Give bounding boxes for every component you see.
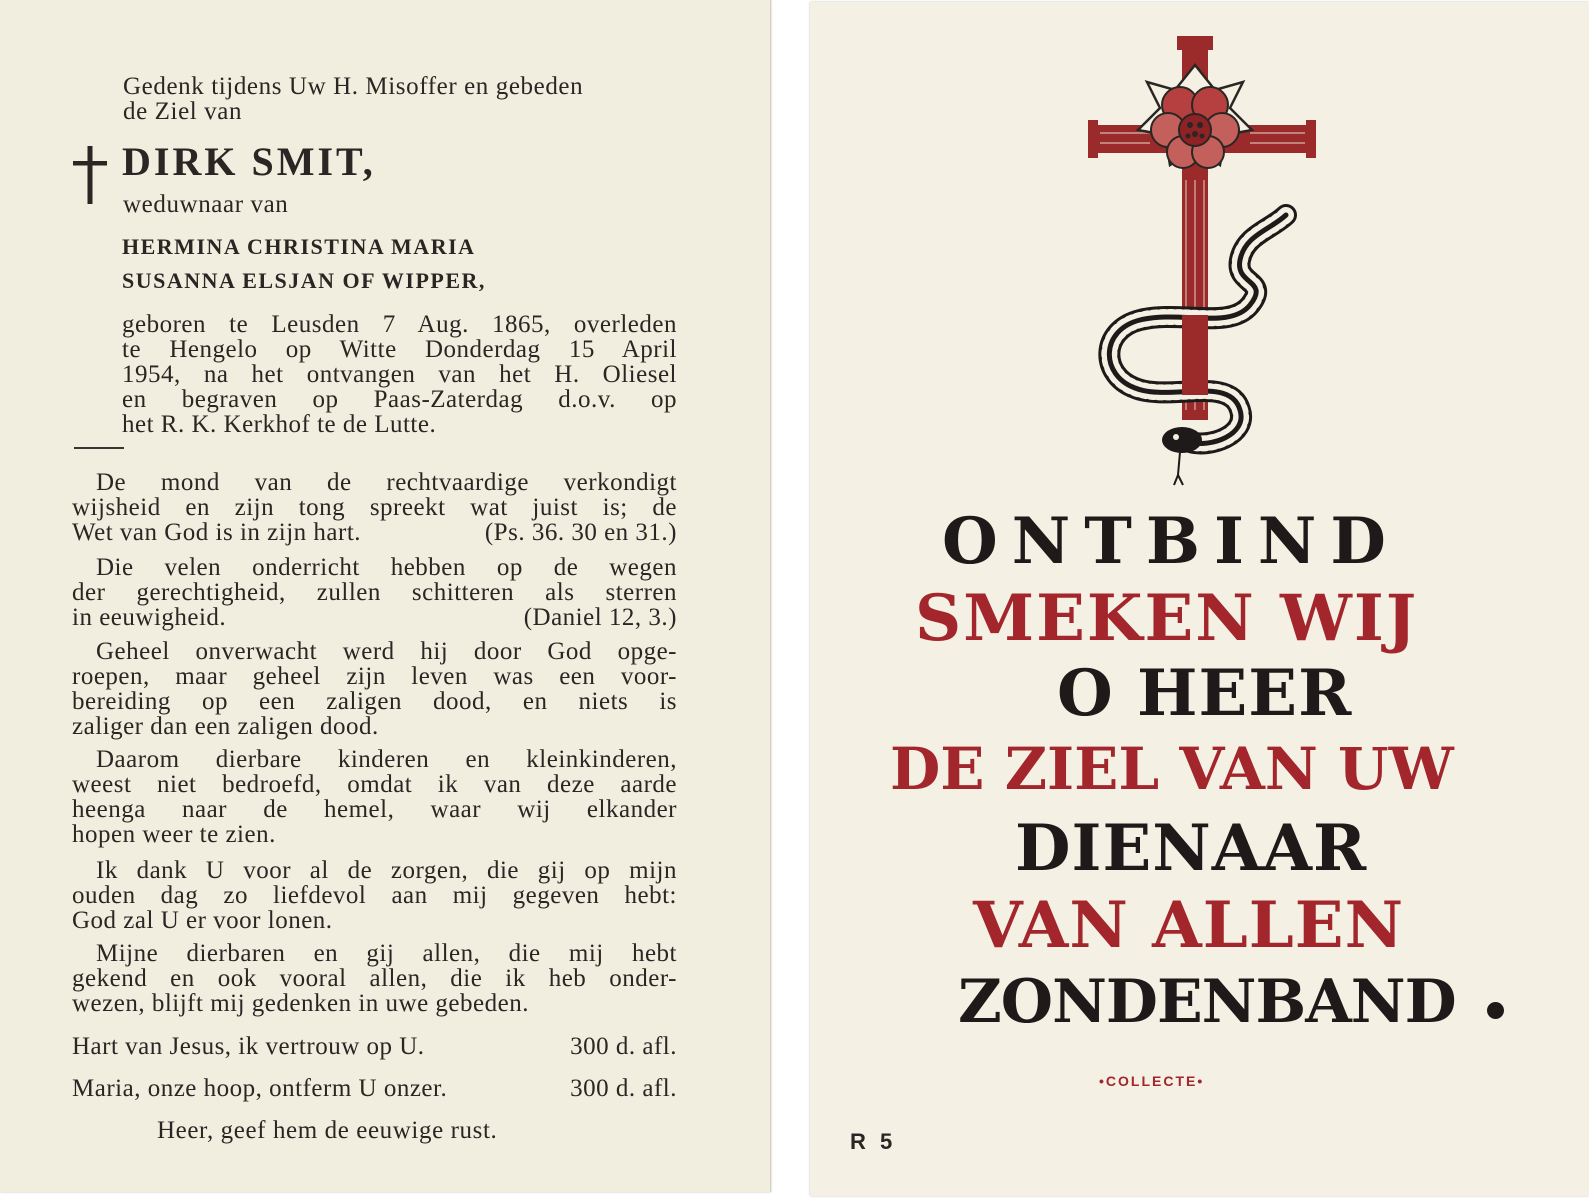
divider — [74, 447, 124, 449]
paragraph-4 — [72, 747, 677, 847]
motto-line-2: SMEKEN WIJ — [915, 581, 1419, 656]
paragraph-6 — [72, 941, 677, 1016]
paragraph-5 — [72, 858, 677, 933]
biography-line: te Hengelo op Witte Donderdag 15 April — [122, 336, 677, 363]
paragraph-line: in eeuwigheid. — [72, 604, 227, 631]
collection-label: •COLLECTE• — [1099, 1073, 1205, 1089]
paragraph-3 — [72, 639, 677, 739]
scripture-paragraph-2 — [72, 555, 677, 605]
indulgence-note: 300 d. afl. — [570, 1075, 677, 1102]
paragraph-line: Wet van God is in zijn hart. — [72, 519, 362, 546]
motto-line-5: DIENAAR — [1015, 811, 1368, 886]
scripture-paragraph-2-last-line — [72, 605, 677, 630]
paragraph-line: wezen, blijft mij gedenken in uwe gebeden. — [72, 990, 529, 1017]
card-code: R 5 — [850, 1129, 897, 1154]
scripture-reference: (Daniel 12, 3.) — [523, 604, 677, 631]
biography-line: het R. K. Kerkhof te de Lutte. — [122, 411, 437, 438]
paragraph-line: heenga naar de hemel, waar wij elkander — [72, 796, 677, 823]
paragraph-line: bereiding op een zaligen dood, en niets is — [72, 688, 677, 715]
biography-line: geboren te Leusden 7 Aug. 1865, overleden — [122, 311, 677, 338]
motto-line-3: O HEER — [1057, 656, 1353, 731]
paragraph-line: zaliger dan een zaligen dood. — [72, 713, 379, 740]
paragraph-line: ouden dag zo liefdevol aan mij gegeven hebt: — [72, 882, 677, 909]
paragraph-line: Daarom dierbare kinderen en kleinkinderen, — [96, 746, 677, 773]
prayer-text: Maria, onze hoop, ontferm U onzer. — [72, 1075, 448, 1102]
latin-cross-icon — [72, 146, 108, 204]
paragraph-line: der gerechtigheid, zullen schitteren als sterren — [72, 579, 677, 606]
scripture-paragraph-1-last-line — [72, 520, 677, 545]
prayer-text: Hart van Jesus, ik vertrouw op U. — [72, 1033, 425, 1060]
paragraph-line: hopen weer te zien. — [72, 821, 276, 848]
paragraph-line: gekend en ook vooral allen, die ik heb onder- — [72, 965, 677, 992]
spouse-name-line-1: HERMINA CHRISTINA MARIA — [122, 234, 476, 259]
memorial-card-image-side — [810, 2, 1589, 1196]
paragraph-line: roepen, maar geheel zijn leven was een voor- — [72, 663, 677, 690]
memorial-card-text-side — [0, 0, 771, 1192]
motto-line-1: ONTBIND — [942, 504, 1400, 579]
indulgence-note: 300 d. afl. — [570, 1033, 677, 1060]
intro-line-2: de Ziel van — [123, 98, 243, 125]
prayer-line-2 — [72, 1076, 677, 1101]
spouse-name-line-2: SUSANNA ELSJAN OF WIPPER, — [122, 268, 486, 293]
paragraph-line: Mijne dierbaren en gij allen, die mij hebt — [96, 940, 677, 967]
intro-line-1: Gedenk tijdens Uw H. Misoffer en gebeden — [123, 73, 584, 100]
paragraph-line: weest niet bedroefd, omdat ik van deze aarde — [72, 771, 677, 798]
scripture-paragraph-1 — [72, 470, 677, 520]
paragraph-line: God zal U er voor lonen. — [72, 907, 333, 934]
biography-line: en begraven op Paas-Zaterdag d.o.v. op — [122, 386, 677, 413]
deceased-name: DIRK SMIT, — [122, 139, 376, 184]
paragraph-line: wijsheid en zijn tong spreekt wat juist is; de — [72, 494, 677, 521]
closing-prayer: Heer, geef hem de eeuwige rust. — [157, 1117, 498, 1144]
prayer-line-1 — [72, 1034, 677, 1059]
biography-line: 1954, na het ontvangen van het H. Oliesel — [122, 361, 677, 388]
full-stop-dot — [1487, 1002, 1504, 1019]
scripture-reference: (Ps. 36. 30 en 31.) — [484, 519, 677, 546]
motto-line-7: ZONDENBAND — [958, 967, 1456, 1037]
paragraph-line: Ik dank U voor al de zorgen, die gij op mijn — [96, 857, 677, 884]
paragraph-line: Geheel onverwacht werd hij door God opge- — [96, 638, 677, 665]
paragraph-line: Die velen onderricht hebben op de wegen — [96, 554, 677, 581]
paragraph-line: De mond van de rechtvaardige verkondigt — [96, 469, 677, 496]
motto-line-6: VAN ALLEN — [973, 888, 1405, 963]
cross-rose-serpent-icon — [1080, 30, 1325, 500]
motto-line-4: DE ZIEL VAN UW — [890, 735, 1454, 803]
relation-line: weduwnaar van — [123, 191, 289, 218]
biography-paragraph — [122, 312, 677, 437]
